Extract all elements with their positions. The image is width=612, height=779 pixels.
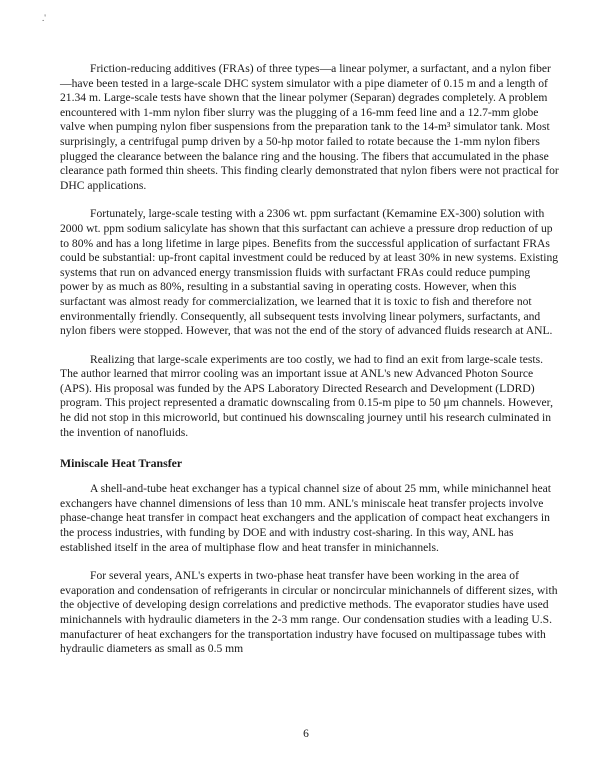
paragraph-surfactant-testing: Fortunately, large-scale testing with a 2306 wt. ppm surfactant (Kemamine EX-300) solution with 2000 wt. ppm sodium salicylate has shown that this surfactant can achieve a pressure drop reduction of up to 80% and has a long lifetime in large pipes. Benefits from the successful application of surfactant FRAs could be substantial: up-front capital investment could be reduced by at least 30% in new systems. Existing systems that run on advanced energy transmission fluids with surfactant FRAs could reduce pumping power by as much as 80%, resulting in a substantial saving in operating costs. However, when this surfactant was almost ready for commercialization, we learned that it is toxic to fish and therefore not environmentally friendly. Consequently, all subsequent tests involving linear polymers, surfactants, and nylon fibers were stopped. However, that was not the end of the story of advanced fluids research at ANL.	[60, 207, 559, 338]
paragraph-two-phase-research: For several years, ANL's experts in two-phase heat transfer have been working in the area of evaporation and condensation of refrigerants in circular or noncircular minichannels of different sizes, with the objective of developing design correlations and predictive methods. The evaporator studies have used minichannels with hydraulic diameters in the 2-3 mm range. Our condensation studies with a leading U.S. manufacturer of heat exchangers for the transportation industry have focused on multipassage tubes with hydraulic diameters as small as 0.5 mm	[60, 569, 558, 656]
page-number: 6	[303, 728, 309, 740]
paragraph-fra-types: Friction-reducing additives (FRAs) of three types—a linear polymer, a surfactant, and a nylon fiber—have been tested in a large-scale DHC system simulator with a pipe diameter of 0.15 m and a length of 21.34 m. Large-scale tests have shown that the linear polymer (Separan) degrades completely. A problem encountered with 1-mm nylon fiber slurry was the plugging of a 16-mm feed line and a 12.7-mm globe valve when pumping nylon fiber suspensions from the preparation tank to the 14-m³ simulator tank. Most surprisingly, a centrifugal pump driven by a 50-hp motor failed to rotate because the 1-mm nylon fibers plugged the clearance between the balance ring and the housing. The fibers that accumulated in the phase clearance path formed thin sheets. This finding clearly demonstrated that nylon fibers were not practical for DHC applications.	[60, 62, 559, 192]
section-heading: Miniscale Heat Transfer	[60, 456, 183, 471]
paragraph-downscaling: Realizing that large-scale experiments are too costly, we had to find an exit from large-scale tests. The author learned that mirror cooling was an important issue at ANL's new Advanced Photon Source (APS). His proposal was funded by the APS Laboratory Directed Research and Development (LDRD) program. This project represented a dramatic downscaling from 0.15-m pipe to 50 μm channels. However, he did not stop in this microworld, but continued his downscaling journey until his research culminated in the invention of nanofluids.	[60, 352, 553, 439]
page-body	[60, 62, 562, 671]
scan-speck: .'	[42, 13, 46, 23]
paragraph-minichannel-exchangers: A shell-and-tube heat exchanger has a typical channel size of about 25 mm, while minichannel heat exchangers have channel dimensions of less than 10 mm. ANL's miniscale heat transfer projects involve phase-change heat transfer in compact heat exchangers and the application of compact heat exchangers in the process industries, with funding by DOE and with industry cost-sharing. In this way, ANL has established itself in the area of multiphase flow and heat transfer in minichannels.	[60, 482, 552, 554]
